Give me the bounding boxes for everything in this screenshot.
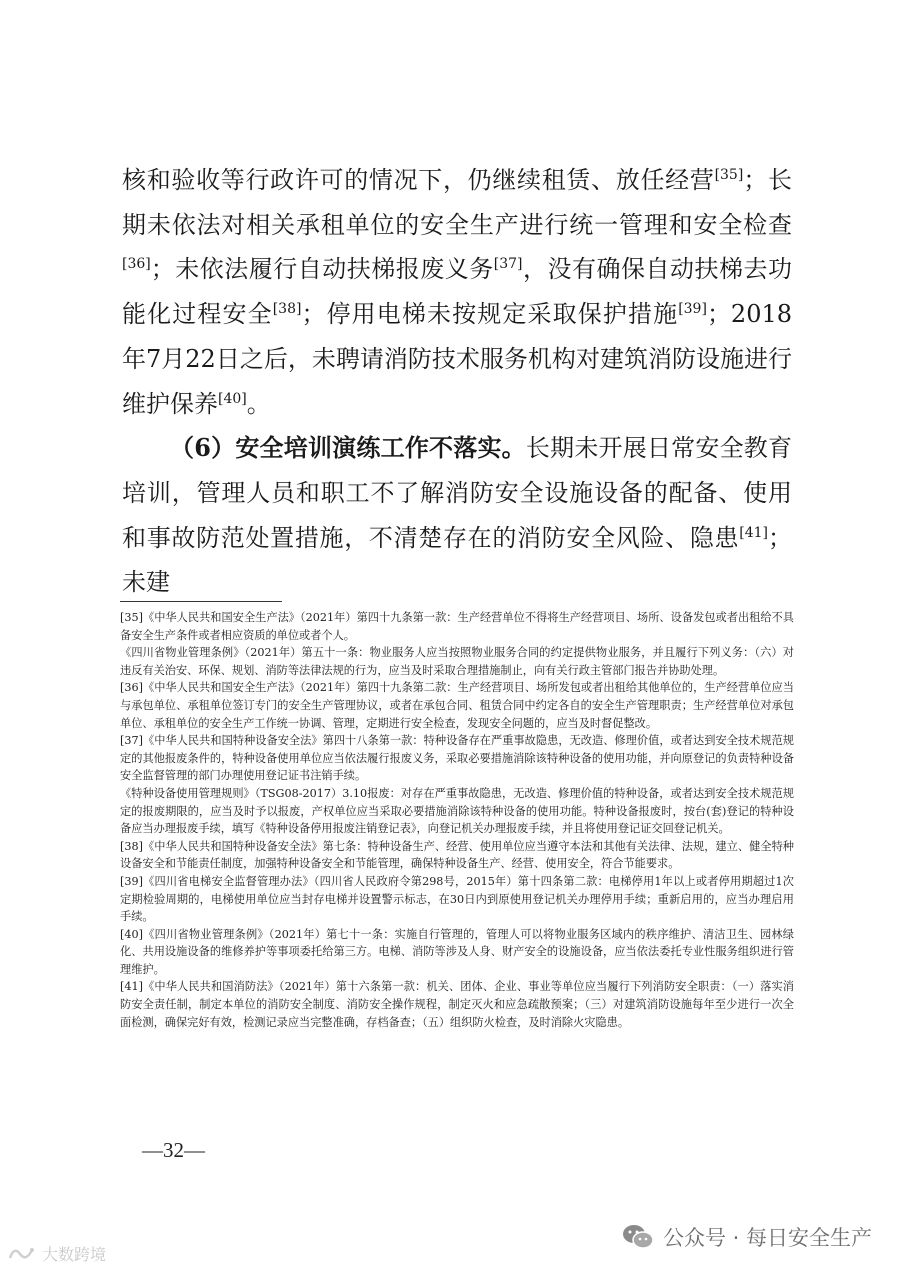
footnote-ref-39[interactable]: [39]	[678, 301, 707, 318]
footnote-39: [39]《四川省电梯安全监督管理办法》（四川省人民政府令第298号，2015年）第十四条第二款：电梯停用1年以上或者停用期超过1次定期检验周期的，电梯使用单位应当封存电梯并设置警示标志，在30日内到原使用登记机关办理停用手续；重新启用的，应当办理启用手续。	[120, 874, 794, 924]
body-text: ；未建	[122, 523, 792, 597]
main-text	[122, 158, 792, 605]
body-paragraph	[122, 158, 792, 426]
footnote-divider	[120, 601, 282, 602]
footnote-ref-36[interactable]: [36]	[122, 256, 151, 273]
footnote-38: [38]《中华人民共和国特种设备安全法》第七条：特种设备生产、经营、使用单位应当遵守本法和其他有关法律、法规，建立、健全特种设备安全和节能责任制度，加强特种设备安全和节能管理，确保特种设备生产、经营、使用安全，符合节能要求。	[120, 839, 794, 871]
body-text: ，没有确保自动扶梯去功能化过程安全	[122, 255, 792, 329]
body-paragraph	[122, 426, 792, 605]
body-text: ；2018年7月22日之后，未聘请消防技术服务机构对建筑消防设施进行维护保养	[122, 300, 793, 418]
footnotes	[120, 609, 794, 1031]
brand-logo-icon	[8, 1244, 36, 1264]
footnote-ref-35[interactable]: [35]	[714, 167, 744, 183]
section-heading: （6）安全培训演练工作不落实。	[170, 433, 526, 463]
footnote-36: [36]《中华人民共和国安全生产法》（2021年）第四十九条第二款：生产经营项目、场所发包或者出租给其他单位的，生产经营单位应当与承包单位、承租单位签订专门的安全生产管理协议，或者在承包合同、租赁合同中约定各自的安全生产管理职责；生产经营单位对承包单位、承租单位的安全生产工作统一协调、管理，定期进行安全检查，发现安全问题的，应当及时督促整改。	[120, 681, 794, 730]
footnote-ref-41[interactable]: [41]	[739, 524, 768, 541]
footnote-ref-40[interactable]: [40]	[218, 390, 247, 407]
body-text: 核和验收等行政许可的情况下，仍继续租赁、放任经营	[122, 166, 715, 194]
footnote-37: [37]《中华人民共和国特种设备安全法》第四十八条第一款：特种设备存在严重事故隐患，无改造、修理价值，或者达到安全技术规范规定的其他报废条件的，特种设备使用单位应当依法履行报废义务，采取必要措施消除该特种设备的使用功能，并向原登记的负责特种设备安全监督管理的部门办理使用登记证书注销手续。	[120, 734, 794, 783]
body-text: ；长期未依法对相关承租单位的安全生产进行统一管理和安全检查	[122, 166, 793, 239]
watermark-text: 公众号 · 每日安全生产	[662, 1226, 872, 1250]
footnote-40: [40]《四川省物业管理条例》（2021年）第七十一条：实施自行管理的，管理人可以将物业服务区域内的秩序维护、清洁卫生、园林绿化、共用设施设备的维修养护等事项委托给第三方。电梯、消防等涉及人身、财产安全的设施设备，应当依法委托专业性服务组织进行管理维护。	[120, 927, 794, 976]
corner-brand-mark	[8, 1242, 106, 1265]
body-text: ；未依法履行自动扶梯报废义务	[150, 255, 494, 284]
footnote-41: [41]《中华人民共和国消防法》（2021年）第十六条第一款：机关、团体、企业、事业等单位应当履行下列消防安全职责：（一）落实消防安全责任制，制定本单位的消防安全制度、消防安全操作规程，制定灭火和应急疏散预案；（三）对建筑消防设施每年至少进行一次全面检测，确保完好有效，检测记录应当完整准确，存档备查；（五）组织防火检查，及时消除火灾隐患。	[120, 980, 794, 1029]
footnote-35: [35]《中华人民共和国安全生产法》（2021年）第四十九条第一款：生产经营单位不得将生产经营项目、场所、设备发包或者出租给不具备安全生产条件或者相应资质的单位或者个人。	[120, 611, 794, 642]
footnote-ref-38[interactable]: [38]	[272, 301, 302, 318]
corner-text: 大数跨境	[42, 1245, 107, 1264]
body-text: ；停用电梯未按规定采取保护措施	[301, 300, 679, 329]
body-text: 。	[246, 389, 271, 418]
wechat-watermark	[621, 1222, 872, 1252]
footnote-ref-37[interactable]: [37]	[493, 256, 523, 273]
wechat-icon	[621, 1223, 655, 1251]
footnote-35-cont: 《四川省物业管理条例》（2021年）第五十一条：物业服务人应当按照物业服务合同的约定提供物业服务，并且履行下列义务：（六）对违反有关治安、环保、规划、消防等法律法规的行为，应当及时采取合理措施制止，向有关行政主管部门报告并协助处理。	[120, 646, 794, 677]
footnote-37-cont: 《特种设备使用管理规则》（TSG08-2017）3.10报废：对存在严重事故隐患，无改造、修理价值的特种设备，或者达到安全技术规范规定的报废期限的，应当及时予以报废，产权单位应当采取必要措施消除该特种设备的使用功能。特种设备报废时，按台(套)登记的特种设备应当办理报废手续，填写《特种设备停用报废注销登记表》，向登记机关办理报废手续，并且将使用登记证交回登记机关。	[120, 786, 794, 836]
body-text: 长期未开展日常安全教育培训，管理人员和职工不了解消防安全设施设备的配备、使用和事故防范处置措施，不清楚存在的消防安全风险、隐患	[122, 434, 793, 552]
page-number: —32—	[142, 1138, 205, 1162]
